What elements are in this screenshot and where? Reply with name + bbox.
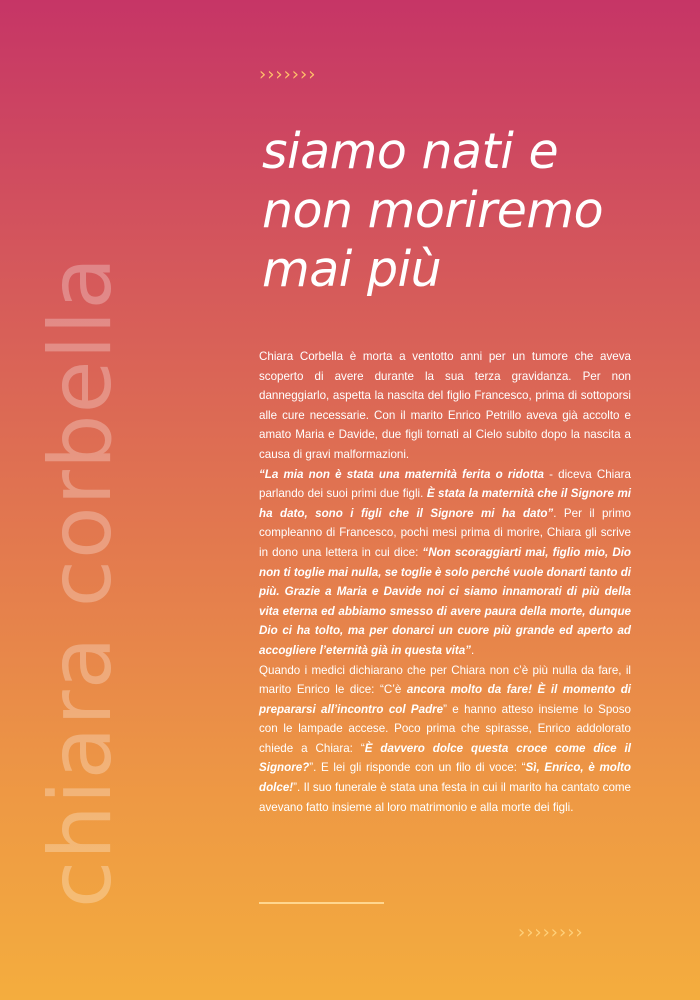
headline: [262, 122, 692, 299]
body-text: ”. Il suo funerale è stata una festa in cui il marito ha cantato come avevano fatto insieme al loro matrimonio e alla morte dei figli.: [259, 781, 631, 814]
side-title: chiara corbella: [31, 255, 131, 908]
body-text: . Per il primo compleanno di Francesco, pochi mesi prima di morire, Chiara gli scrive in dono una lettera in cui dice:: [259, 506, 631, 559]
article-body: [259, 347, 631, 817]
chevron-decoration-bottom: ››››››››: [518, 922, 584, 943]
headline-line: mai più: [262, 241, 442, 298]
body-text: - diceva Chiara parlando dei suoi primi due figli.: [259, 467, 631, 501]
quote: ancora molto da fare! È il momento di prepararsi all’incontro col Padre: [259, 683, 631, 716]
body-text: .: [470, 643, 475, 657]
quote: “La mia non è stata una maternità ferita o ridotta: [259, 467, 544, 481]
body-text: Chiara Corbella è morta a ventotto anni per un tumore che aveva scoperto di avere durante la sua terza gravidanza. Per non danneggiarlo, aspetta la nascita del figlio Francesco, prima di sottoporsi alle cure necessarie. Con il marito Enrico Petrillo aveva già accolto e amato Maria e Davide, due figli tornati al Cielo subito dopo la nascita a causa di gravi malformazioni.: [259, 350, 631, 461]
quote: “Non scoraggiarti mai, figlio mio, Dio non ti toglie mai nulla, se toglie è solo perché vuole donarti tanto di più. Grazie a Maria e Davide noi ci siamo innamorati di più della vita eterna ed abbiamo smesso di avere paura della morte, dunque Dio ci ha tolto, ma per donarci un cuore più grande ed aperto ad accogliere l’eternità già in questa vita”: [259, 545, 631, 657]
quote: È stata la maternità che il Signore mi ha dato, sono i figli che il Signore mi ha dato”: [259, 487, 631, 520]
headline-line: non moriremo: [262, 182, 604, 239]
quote: Sì, Enrico, è molto dolce!: [259, 761, 632, 795]
headline-line: siamo nati e: [262, 123, 559, 180]
body-text: Quando i medici dichiarano che per Chiara non c’è più nulla da fare, il marito Enrico le dice: “C’è: [259, 663, 631, 697]
divider: [259, 902, 384, 904]
quote: È davvero dolce questa croce come dice il Signore?: [259, 741, 632, 775]
body-text: ” e hanno atteso insieme lo Sposo con le lampade accese. Poco prima che spirasse, Enrico addolorato chiede a Chiara: “: [259, 702, 631, 755]
chevron-decoration-top: ›››››››: [259, 64, 317, 85]
body-text: ”. E lei gli risponde con un filo di voce: “: [309, 761, 526, 775]
